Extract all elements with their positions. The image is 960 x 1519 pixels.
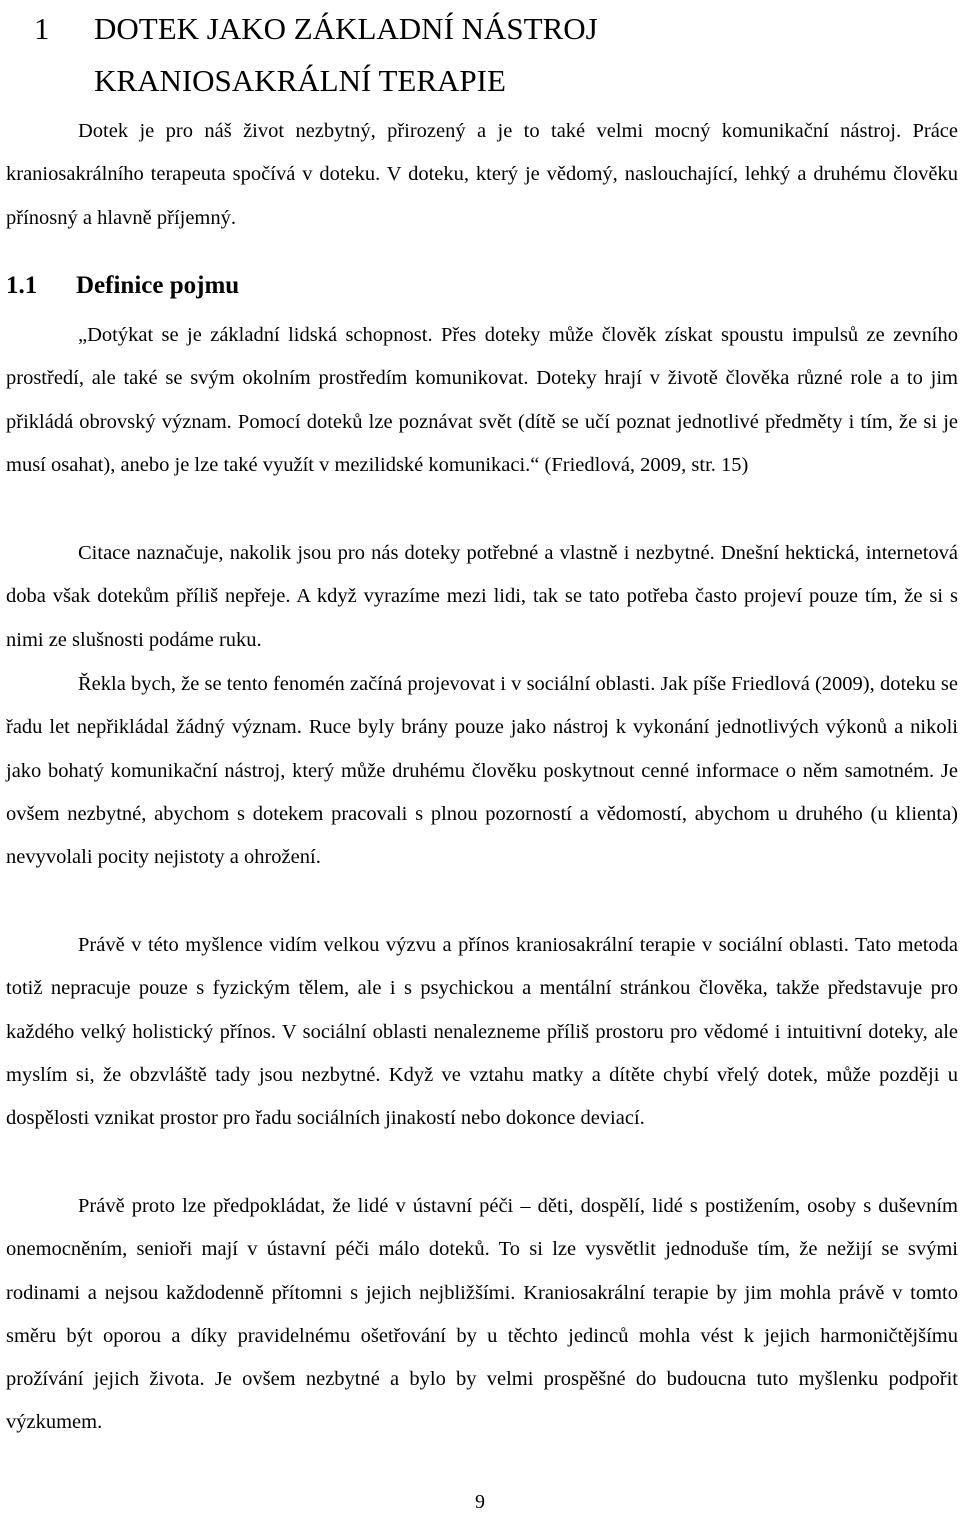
paragraph-challenge: Právě v této myšlence vidím velkou výzvu a přínos kraniosakrální terapie v sociální oblasti. Tato metoda totiž nepracuje pouze s fyzickým tělem, ale i s psychickou a mentální stránkou člověka, takže představuje pro každého velký holistický přínos. V sociální oblasti nenalezneme příliš prostoru pro vědomé i intuitivní doteky, ale myslím si, že obzvláště tady jsou nezbytné. Když ve vztahu matky a dítěte chybí vřelý dotek, může později u dospělosti vznikat prostor pro řadu sociálních jinakostí nebo dokonce deviací. bbox=[6, 934, 958, 1130]
paragraph-intro: Dotek je pro náš život nezbytný, přirozený a je to také velmi mocný komunikační nástroj. Práce kraniosakrálního terapeuta spočívá v doteku. V doteku, který je vědomý, naslouchající, lehký a druhému člověku přínosný a hlavně příjemný. bbox=[6, 120, 958, 229]
paragraph-institutional-care: Právě proto lze předpokládat, že lidé v ústavní péči – děti, dospělí, lidé s postižením, osoby s duševním onemocněním, senioři mají v ústavní péči málo doteků. To si lze vysvětlit jednoduše tím, že nežijí se svými rodinami a nejsou každodenně přítomni s jejich nejbližšími. Kraniosakrální terapie by jim mohla právě v tomto směru být oporou a díky pravidelnému ošetřování by u těchto jedinců mohla vést k jejich harmoničtějšímu prožívání jejich života. Je ovšem nezbytné a bylo by velmi prospěšné do budoucna tuto myšlenku podpořit výzkumem. bbox=[6, 1195, 958, 1434]
page-number: 9 bbox=[475, 1491, 485, 1513]
section-number: 1.1 bbox=[6, 272, 38, 299]
section-title: Definice pojmu bbox=[76, 272, 240, 299]
chapter-number: 1 bbox=[34, 11, 50, 46]
section-heading bbox=[6, 264, 239, 308]
paragraph-citation-comment: Citace naznačuje, nakolik jsou pro nás doteky potřebné a vlastně i nezbytné. Dnešní hektická, internetová doba však dotekům příliš nepřeje. A když vyrazíme mezi lidi, tak se tato potřeba často projeví pouze tím, že si s nimi ze slušnosti podáme ruku. bbox=[6, 542, 958, 651]
chapter-title-line-1: DOTEK JAKO ZÁKLADNÍ NÁSTROJ bbox=[94, 11, 598, 46]
paragraph-social-area: Řekla bych, že se tento fenomén začíná projevovat i v sociální oblasti. Jak píše Friedlová (2009), doteku se řadu let nepřikládal žádný význam. Ruce byly brány pouze jako nástroj k vykonání jednotlivých výkonů a nikoli jako bohatý komunikační nástroj, který může druhému člověku poskytnout cenné informace o něm samotném. Je ovšem nezbytné, abychom s dotekem pracovali s plnou pozorností a vědomostí, abychom u druhého (u klienta) nevyvolali pocity nejistoty a ohrožení. bbox=[6, 673, 958, 869]
chapter-title-line-2: KRANIOSAKRÁLNÍ TERAPIE bbox=[94, 63, 506, 98]
paragraph-quote: „Dotýkat se je základní lidská schopnost. Přes doteky může člověk získat spoustu impulsů ze zevního prostředí, ale také se svým okolním prostředím komunikovat. Doteky hrají v životě člověka různé role a to jim přikládá obrovský význam. Pomocí doteků lze poznávat svět (dítě se učí poznat jednotlivé předměty i tím, že si je musí osahat), anebo je lze také využít v mezilidské komunikaci.“ (Friedlová, 2009, str. 15) bbox=[6, 324, 958, 476]
